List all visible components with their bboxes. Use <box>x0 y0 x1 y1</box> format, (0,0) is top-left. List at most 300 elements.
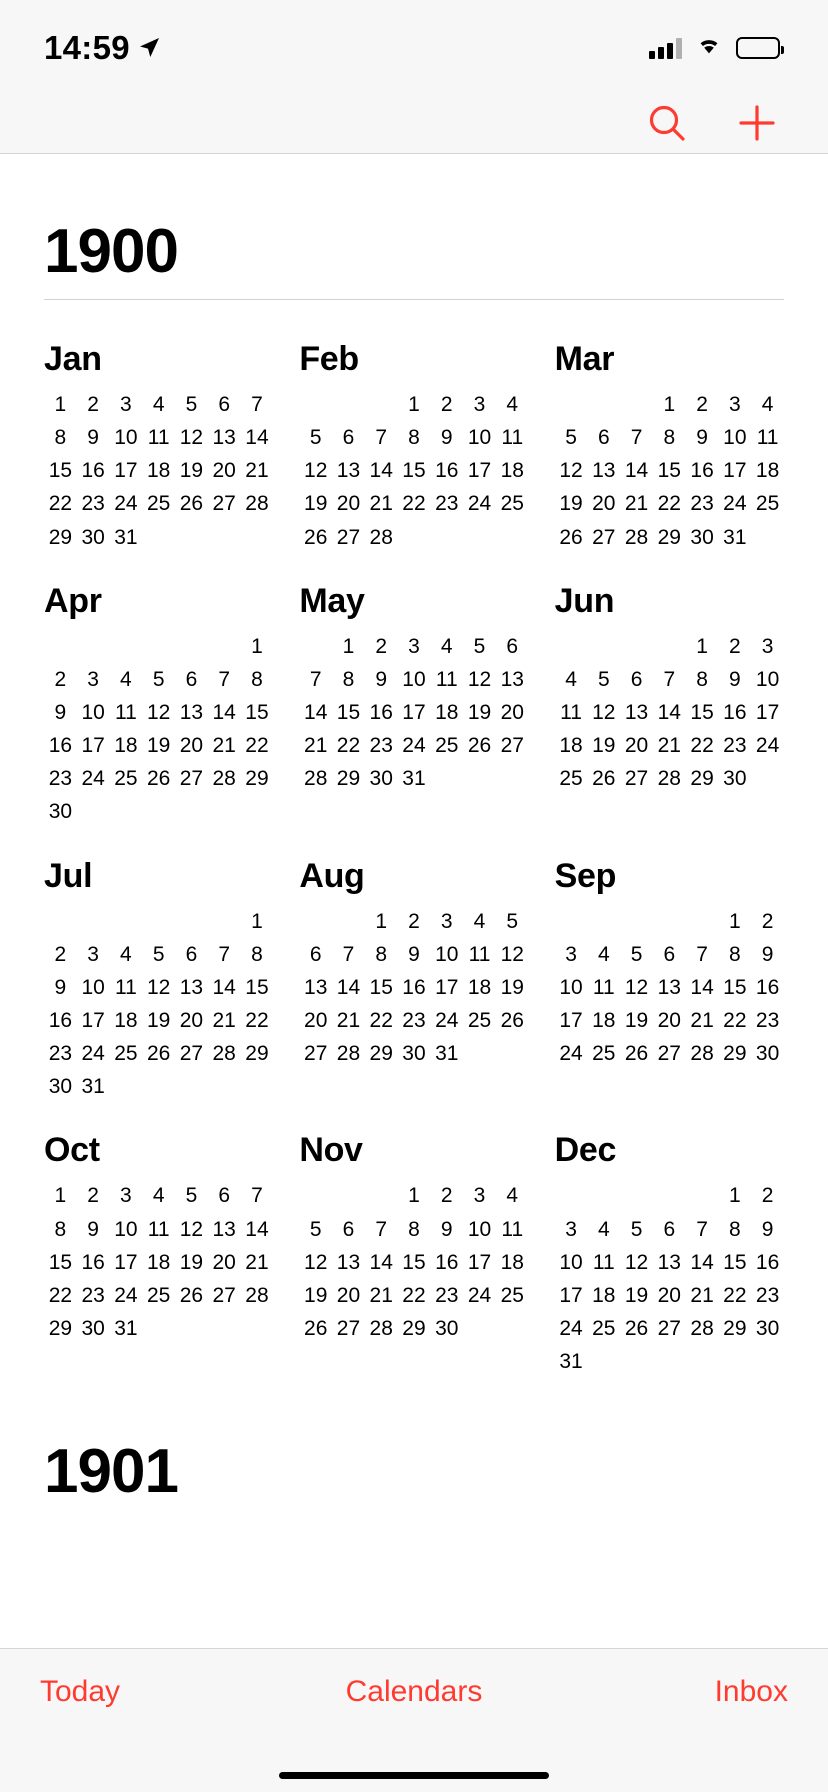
day-number[interactable]: 23 <box>755 1008 780 1032</box>
day-number[interactable]: 28 <box>369 525 393 549</box>
day-number[interactable]: 17 <box>114 1250 138 1274</box>
day-number[interactable]: 9 <box>696 426 708 450</box>
day-number[interactable]: 1 <box>696 634 708 658</box>
day-number[interactable]: 13 <box>212 1217 236 1241</box>
day-number[interactable]: 10 <box>559 1250 583 1274</box>
day-number[interactable]: 27 <box>592 525 616 549</box>
day-number[interactable]: 4 <box>761 393 774 416</box>
day-number[interactable]: 10 <box>402 667 426 691</box>
day-number[interactable]: 6 <box>630 667 643 691</box>
day-number[interactable]: 4 <box>506 1184 519 1208</box>
day-number[interactable]: 2 <box>440 393 453 416</box>
day-number[interactable]: 27 <box>336 525 361 549</box>
day-number[interactable]: 22 <box>690 734 714 758</box>
day-number[interactable]: 28 <box>369 1316 393 1340</box>
tab-calendars[interactable]: Calendars <box>345 1675 483 1708</box>
day-number[interactable]: 29 <box>245 767 269 791</box>
day-number[interactable]: 26 <box>559 525 583 549</box>
day-number[interactable]: 29 <box>657 525 681 549</box>
day-number[interactable]: 4 <box>120 667 132 691</box>
day-number[interactable]: 14 <box>369 1250 393 1274</box>
day-number[interactable]: 21 <box>245 1250 269 1274</box>
day-number[interactable]: 28 <box>690 1042 714 1066</box>
day-number[interactable]: 23 <box>435 492 459 516</box>
day-number[interactable]: 27 <box>212 1283 236 1307</box>
day-number[interactable]: 22 <box>723 1283 747 1307</box>
day-number[interactable]: 13 <box>657 975 681 999</box>
day-number[interactable]: 9 <box>87 1217 99 1241</box>
day-number[interactable]: 29 <box>402 1316 426 1340</box>
day-number[interactable]: 22 <box>657 492 681 516</box>
day-number[interactable]: 8 <box>251 942 263 966</box>
day-number[interactable]: 29 <box>369 1042 393 1066</box>
day-number[interactable]: 2 <box>87 393 99 416</box>
month-cell[interactable] <box>44 827 273 1100</box>
day-number[interactable]: 3 <box>761 634 774 658</box>
day-number[interactable]: 19 <box>146 734 171 758</box>
day-number[interactable]: 3 <box>87 942 99 966</box>
day-number[interactable]: 13 <box>336 1250 361 1274</box>
day-number[interactable]: 5 <box>185 393 198 416</box>
day-number[interactable]: 24 <box>755 734 780 758</box>
day-number[interactable]: 31 <box>114 525 138 549</box>
month-cell[interactable] <box>555 310 784 550</box>
day-number[interactable]: 17 <box>723 459 747 483</box>
day-number[interactable]: 5 <box>152 667 165 691</box>
day-number[interactable]: 4 <box>506 393 519 416</box>
day-number[interactable]: 9 <box>440 426 453 450</box>
day-number[interactable]: 5 <box>152 942 165 966</box>
day-number[interactable]: 19 <box>467 700 492 724</box>
day-number[interactable]: 11 <box>501 426 524 450</box>
day-number[interactable]: 11 <box>114 700 137 724</box>
day-number[interactable]: 28 <box>245 492 269 516</box>
day-number[interactable]: 26 <box>500 1008 524 1032</box>
day-number[interactable]: 5 <box>630 942 643 966</box>
day-number[interactable]: 27 <box>179 767 204 791</box>
day-number[interactable]: 16 <box>723 700 747 724</box>
month-cell[interactable] <box>299 1101 528 1374</box>
day-number[interactable]: 28 <box>336 1042 361 1066</box>
day-number[interactable]: 30 <box>690 525 714 549</box>
day-number[interactable]: 9 <box>761 942 774 966</box>
day-number[interactable]: 17 <box>467 459 492 483</box>
day-number[interactable]: 25 <box>146 1283 171 1307</box>
month-cell[interactable] <box>555 1101 784 1374</box>
day-number[interactable]: 27 <box>304 1042 328 1066</box>
day-number[interactable]: 31 <box>81 1075 105 1099</box>
day-number[interactable]: 14 <box>690 1250 714 1274</box>
day-number[interactable]: 20 <box>500 700 524 724</box>
day-number[interactable]: 8 <box>342 667 355 691</box>
day-number[interactable]: 23 <box>723 734 747 758</box>
day-number[interactable]: 3 <box>120 393 132 416</box>
day-number[interactable]: 1 <box>408 1184 420 1208</box>
day-number[interactable]: 25 <box>467 1008 492 1032</box>
day-number[interactable]: 11 <box>756 426 779 450</box>
day-number[interactable]: 21 <box>369 1283 393 1307</box>
day-number[interactable]: 22 <box>245 734 269 758</box>
day-number[interactable]: 23 <box>369 734 393 758</box>
day-number[interactable]: 24 <box>402 734 426 758</box>
day-number[interactable]: 4 <box>152 393 165 416</box>
day-number[interactable]: 3 <box>408 634 420 658</box>
day-number[interactable]: 17 <box>559 1008 583 1032</box>
plus-icon[interactable] <box>736 102 778 144</box>
day-number[interactable]: 29 <box>723 1316 747 1340</box>
day-number[interactable]: 13 <box>179 975 204 999</box>
day-number[interactable]: 20 <box>179 1008 204 1032</box>
day-number[interactable]: 26 <box>304 1316 328 1340</box>
day-number[interactable]: 17 <box>755 700 780 724</box>
day-number[interactable]: 1 <box>375 909 388 933</box>
day-number[interactable]: 1 <box>663 393 676 416</box>
day-number[interactable]: 21 <box>245 459 269 483</box>
day-number[interactable]: 22 <box>336 734 361 758</box>
day-number[interactable]: 26 <box>146 1042 171 1066</box>
day-number[interactable]: 4 <box>440 634 453 658</box>
day-number[interactable]: 18 <box>114 734 138 758</box>
day-number[interactable]: 17 <box>81 1008 105 1032</box>
day-number[interactable]: 23 <box>402 1008 426 1032</box>
day-number[interactable]: 16 <box>81 1250 105 1274</box>
day-number[interactable]: 12 <box>559 459 583 483</box>
day-number[interactable]: 13 <box>500 667 524 691</box>
day-number[interactable]: 1 <box>54 393 67 416</box>
day-number[interactable]: 16 <box>48 1008 73 1032</box>
day-number[interactable]: 23 <box>48 767 73 791</box>
day-number[interactable]: 26 <box>304 525 328 549</box>
day-number[interactable]: 21 <box>690 1283 714 1307</box>
day-number[interactable]: 25 <box>500 492 524 516</box>
day-number[interactable]: 30 <box>81 1316 105 1340</box>
day-number[interactable]: 20 <box>592 492 616 516</box>
day-number[interactable]: 10 <box>723 426 747 450</box>
day-number[interactable]: 21 <box>690 1008 714 1032</box>
day-number[interactable]: 15 <box>723 1250 747 1274</box>
month-cell[interactable] <box>44 1101 273 1374</box>
day-number[interactable]: 28 <box>690 1316 714 1340</box>
day-number[interactable]: 12 <box>500 942 524 966</box>
day-number[interactable]: 14 <box>690 975 714 999</box>
day-number[interactable]: 22 <box>402 1283 426 1307</box>
day-number[interactable]: 27 <box>179 1042 204 1066</box>
day-number[interactable]: 6 <box>185 942 198 966</box>
day-number[interactable]: 6 <box>506 634 519 658</box>
day-number[interactable]: 14 <box>212 700 236 724</box>
day-number[interactable]: 11 <box>501 1217 524 1241</box>
day-number[interactable]: 1 <box>408 393 420 416</box>
day-number[interactable]: 12 <box>304 459 328 483</box>
day-number[interactable]: 17 <box>114 459 138 483</box>
day-number[interactable]: 2 <box>728 634 741 658</box>
day-number[interactable]: 10 <box>81 975 105 999</box>
day-number[interactable]: 5 <box>630 1217 643 1241</box>
day-number[interactable]: 26 <box>624 1316 649 1340</box>
month-cell[interactable] <box>299 310 528 550</box>
day-number[interactable]: 1 <box>342 634 355 658</box>
day-number[interactable]: 26 <box>179 492 204 516</box>
day-number[interactable]: 28 <box>624 525 649 549</box>
day-number[interactable]: 24 <box>467 492 492 516</box>
day-number[interactable]: 14 <box>304 700 328 724</box>
day-number[interactable]: 14 <box>369 459 393 483</box>
day-number[interactable]: 8 <box>408 426 420 450</box>
day-number[interactable]: 29 <box>723 1042 747 1066</box>
day-number[interactable]: 11 <box>592 1250 615 1274</box>
day-number[interactable]: 19 <box>179 1250 204 1274</box>
month-cell[interactable] <box>555 827 784 1100</box>
day-number[interactable]: 10 <box>81 700 105 724</box>
day-number[interactable]: 23 <box>755 1283 780 1307</box>
day-number[interactable]: 22 <box>48 492 73 516</box>
day-number[interactable]: 18 <box>114 1008 138 1032</box>
day-number[interactable]: 25 <box>435 734 459 758</box>
day-number[interactable]: 27 <box>657 1042 681 1066</box>
day-number[interactable]: 14 <box>245 1217 269 1241</box>
day-number[interactable]: 6 <box>185 667 198 691</box>
day-number[interactable]: 14 <box>657 700 681 724</box>
month-cell[interactable] <box>44 310 273 550</box>
day-number[interactable]: 4 <box>152 1184 165 1208</box>
day-number[interactable]: 7 <box>342 942 355 966</box>
day-number[interactable]: 12 <box>624 975 649 999</box>
day-number[interactable]: 30 <box>81 525 105 549</box>
month-cell[interactable] <box>555 552 784 825</box>
day-number[interactable]: 29 <box>336 767 361 791</box>
day-number[interactable]: 19 <box>624 1283 649 1307</box>
day-number[interactable]: 6 <box>342 1217 355 1241</box>
day-number[interactable]: 7 <box>218 667 231 691</box>
day-number[interactable]: 7 <box>375 1217 388 1241</box>
day-number[interactable]: 14 <box>245 426 269 450</box>
day-number[interactable]: 30 <box>723 767 747 791</box>
day-number[interactable]: 26 <box>146 767 171 791</box>
search-icon[interactable] <box>646 102 688 144</box>
day-number[interactable]: 4 <box>597 942 610 966</box>
day-number[interactable]: 7 <box>218 942 231 966</box>
day-number[interactable]: 12 <box>624 1250 649 1274</box>
day-number[interactable]: 16 <box>435 1250 459 1274</box>
day-number[interactable]: 18 <box>435 700 459 724</box>
day-number[interactable]: 26 <box>592 767 616 791</box>
day-number[interactable]: 16 <box>435 459 459 483</box>
day-number[interactable]: 30 <box>48 1075 73 1099</box>
day-number[interactable]: 1 <box>54 1184 67 1208</box>
day-number[interactable]: 11 <box>147 1217 170 1241</box>
day-number[interactable]: 18 <box>146 459 171 483</box>
day-number[interactable]: 5 <box>506 909 519 933</box>
day-number[interactable]: 14 <box>336 975 361 999</box>
day-number[interactable]: 9 <box>375 667 388 691</box>
day-number[interactable]: 5 <box>309 426 322 450</box>
day-number[interactable]: 18 <box>592 1008 616 1032</box>
day-number[interactable]: 29 <box>48 525 73 549</box>
day-number[interactable]: 23 <box>81 1283 105 1307</box>
day-number[interactable]: 8 <box>728 942 741 966</box>
day-number[interactable]: 20 <box>336 492 361 516</box>
day-number[interactable]: 12 <box>467 667 492 691</box>
day-number[interactable]: 1 <box>251 909 263 933</box>
day-number[interactable]: 11 <box>114 975 137 999</box>
day-number[interactable]: 25 <box>592 1316 616 1340</box>
day-number[interactable]: 18 <box>500 459 524 483</box>
day-number[interactable]: 3 <box>728 393 741 416</box>
day-number[interactable]: 6 <box>663 942 676 966</box>
day-number[interactable]: 23 <box>435 1283 459 1307</box>
day-number[interactable]: 11 <box>560 700 582 724</box>
day-number[interactable]: 13 <box>657 1250 681 1274</box>
home-indicator[interactable] <box>279 1772 549 1779</box>
day-number[interactable]: 8 <box>251 667 263 691</box>
day-number[interactable]: 9 <box>54 975 67 999</box>
day-number[interactable]: 19 <box>559 492 583 516</box>
day-number[interactable]: 27 <box>212 492 236 516</box>
day-number[interactable]: 15 <box>48 1250 73 1274</box>
day-number[interactable]: 10 <box>114 1217 138 1241</box>
day-number[interactable]: 4 <box>120 942 132 966</box>
day-number[interactable]: 7 <box>663 667 676 691</box>
day-number[interactable]: 19 <box>592 734 616 758</box>
day-number[interactable]: 18 <box>500 1250 524 1274</box>
day-number[interactable]: 20 <box>624 734 649 758</box>
day-number[interactable]: 19 <box>146 1008 171 1032</box>
day-number[interactable]: 22 <box>245 1008 269 1032</box>
day-number[interactable]: 4 <box>565 667 577 691</box>
day-number[interactable]: 8 <box>54 1217 67 1241</box>
day-number[interactable]: 21 <box>369 492 393 516</box>
day-number[interactable]: 10 <box>755 667 780 691</box>
day-number[interactable]: 5 <box>565 426 577 450</box>
day-number[interactable]: 9 <box>87 426 99 450</box>
day-number[interactable]: 1 <box>728 909 741 933</box>
day-number[interactable]: 21 <box>624 492 649 516</box>
day-number[interactable]: 3 <box>565 1217 577 1241</box>
day-number[interactable]: 12 <box>179 426 204 450</box>
day-number[interactable]: 24 <box>114 492 138 516</box>
day-number[interactable]: 19 <box>304 1283 328 1307</box>
day-number[interactable]: 16 <box>690 459 714 483</box>
day-number[interactable]: 15 <box>245 700 269 724</box>
day-number[interactable]: 7 <box>251 1184 263 1208</box>
day-number[interactable]: 19 <box>179 459 204 483</box>
day-number[interactable]: 22 <box>402 492 426 516</box>
day-number[interactable]: 17 <box>402 700 426 724</box>
day-number[interactable]: 31 <box>114 1316 138 1340</box>
day-number[interactable]: 3 <box>120 1184 132 1208</box>
day-number[interactable]: 23 <box>48 1042 73 1066</box>
day-number[interactable]: 6 <box>597 426 610 450</box>
day-number[interactable]: 11 <box>468 942 491 966</box>
day-number[interactable]: 25 <box>500 1283 524 1307</box>
day-number[interactable]: 18 <box>467 975 492 999</box>
day-number[interactable]: 27 <box>336 1316 361 1340</box>
day-number[interactable]: 9 <box>408 942 420 966</box>
day-number[interactable]: 7 <box>375 426 388 450</box>
day-number[interactable]: 20 <box>657 1283 681 1307</box>
day-number[interactable]: 25 <box>592 1042 616 1066</box>
day-number[interactable]: 24 <box>81 1042 105 1066</box>
day-number[interactable]: 8 <box>663 426 676 450</box>
day-number[interactable]: 16 <box>81 459 105 483</box>
day-number[interactable]: 17 <box>467 1250 492 1274</box>
day-number[interactable]: 15 <box>657 459 681 483</box>
day-number[interactable]: 31 <box>435 1042 459 1066</box>
day-number[interactable]: 29 <box>690 767 714 791</box>
day-number[interactable]: 8 <box>375 942 388 966</box>
day-number[interactable]: 10 <box>467 1217 492 1241</box>
day-number[interactable]: 18 <box>146 1250 171 1274</box>
day-number[interactable]: 20 <box>657 1008 681 1032</box>
month-cell[interactable] <box>299 552 528 825</box>
day-number[interactable]: 3 <box>473 1184 486 1208</box>
day-number[interactable]: 17 <box>435 975 459 999</box>
day-number[interactable]: 3 <box>565 942 577 966</box>
day-number[interactable]: 2 <box>54 667 67 691</box>
day-number[interactable]: 6 <box>309 942 322 966</box>
day-number[interactable]: 12 <box>592 700 616 724</box>
day-number[interactable]: 21 <box>657 734 681 758</box>
day-number[interactable]: 11 <box>435 667 458 691</box>
day-number[interactable]: 30 <box>48 800 73 824</box>
day-number[interactable]: 1 <box>251 634 263 658</box>
day-number[interactable]: 31 <box>559 1350 583 1374</box>
day-number[interactable]: 25 <box>146 492 171 516</box>
day-number[interactable]: 8 <box>728 1217 741 1241</box>
day-number[interactable]: 22 <box>369 1008 393 1032</box>
day-number[interactable]: 13 <box>304 975 328 999</box>
day-number[interactable]: 5 <box>597 667 610 691</box>
day-number[interactable]: 2 <box>696 393 708 416</box>
day-number[interactable]: 25 <box>114 1042 138 1066</box>
month-cell[interactable] <box>299 827 528 1100</box>
day-number[interactable]: 10 <box>559 975 583 999</box>
day-number[interactable]: 23 <box>81 492 105 516</box>
day-number[interactable]: 15 <box>690 700 714 724</box>
day-number[interactable]: 24 <box>467 1283 492 1307</box>
day-number[interactable]: 29 <box>245 1042 269 1066</box>
day-number[interactable]: 18 <box>592 1283 616 1307</box>
day-number[interactable]: 30 <box>755 1316 780 1340</box>
day-number[interactable]: 15 <box>369 975 393 999</box>
day-number[interactable]: 10 <box>435 942 459 966</box>
day-number[interactable]: 30 <box>435 1316 459 1340</box>
day-number[interactable]: 6 <box>342 426 355 450</box>
day-number[interactable]: 17 <box>559 1283 583 1307</box>
day-number[interactable]: 21 <box>336 1008 361 1032</box>
day-number[interactable]: 30 <box>369 767 393 791</box>
day-number[interactable]: 24 <box>723 492 747 516</box>
day-number[interactable]: 19 <box>624 1008 649 1032</box>
day-number[interactable]: 6 <box>663 1217 676 1241</box>
day-number[interactable]: 11 <box>592 975 615 999</box>
day-number[interactable]: 23 <box>690 492 714 516</box>
day-number[interactable]: 13 <box>592 459 616 483</box>
day-number[interactable]: 27 <box>500 734 524 758</box>
day-number[interactable]: 29 <box>48 1316 73 1340</box>
day-number[interactable]: 28 <box>245 1283 269 1307</box>
day-number[interactable]: 20 <box>212 459 236 483</box>
day-number[interactable]: 10 <box>467 426 492 450</box>
day-number[interactable]: 26 <box>467 734 492 758</box>
day-number[interactable]: 15 <box>402 459 426 483</box>
day-number[interactable]: 8 <box>696 667 708 691</box>
day-number[interactable]: 12 <box>304 1250 328 1274</box>
day-number[interactable]: 9 <box>761 1217 774 1241</box>
day-number[interactable]: 11 <box>147 426 170 450</box>
day-number[interactable]: 16 <box>402 975 426 999</box>
day-number[interactable]: 15 <box>336 700 361 724</box>
